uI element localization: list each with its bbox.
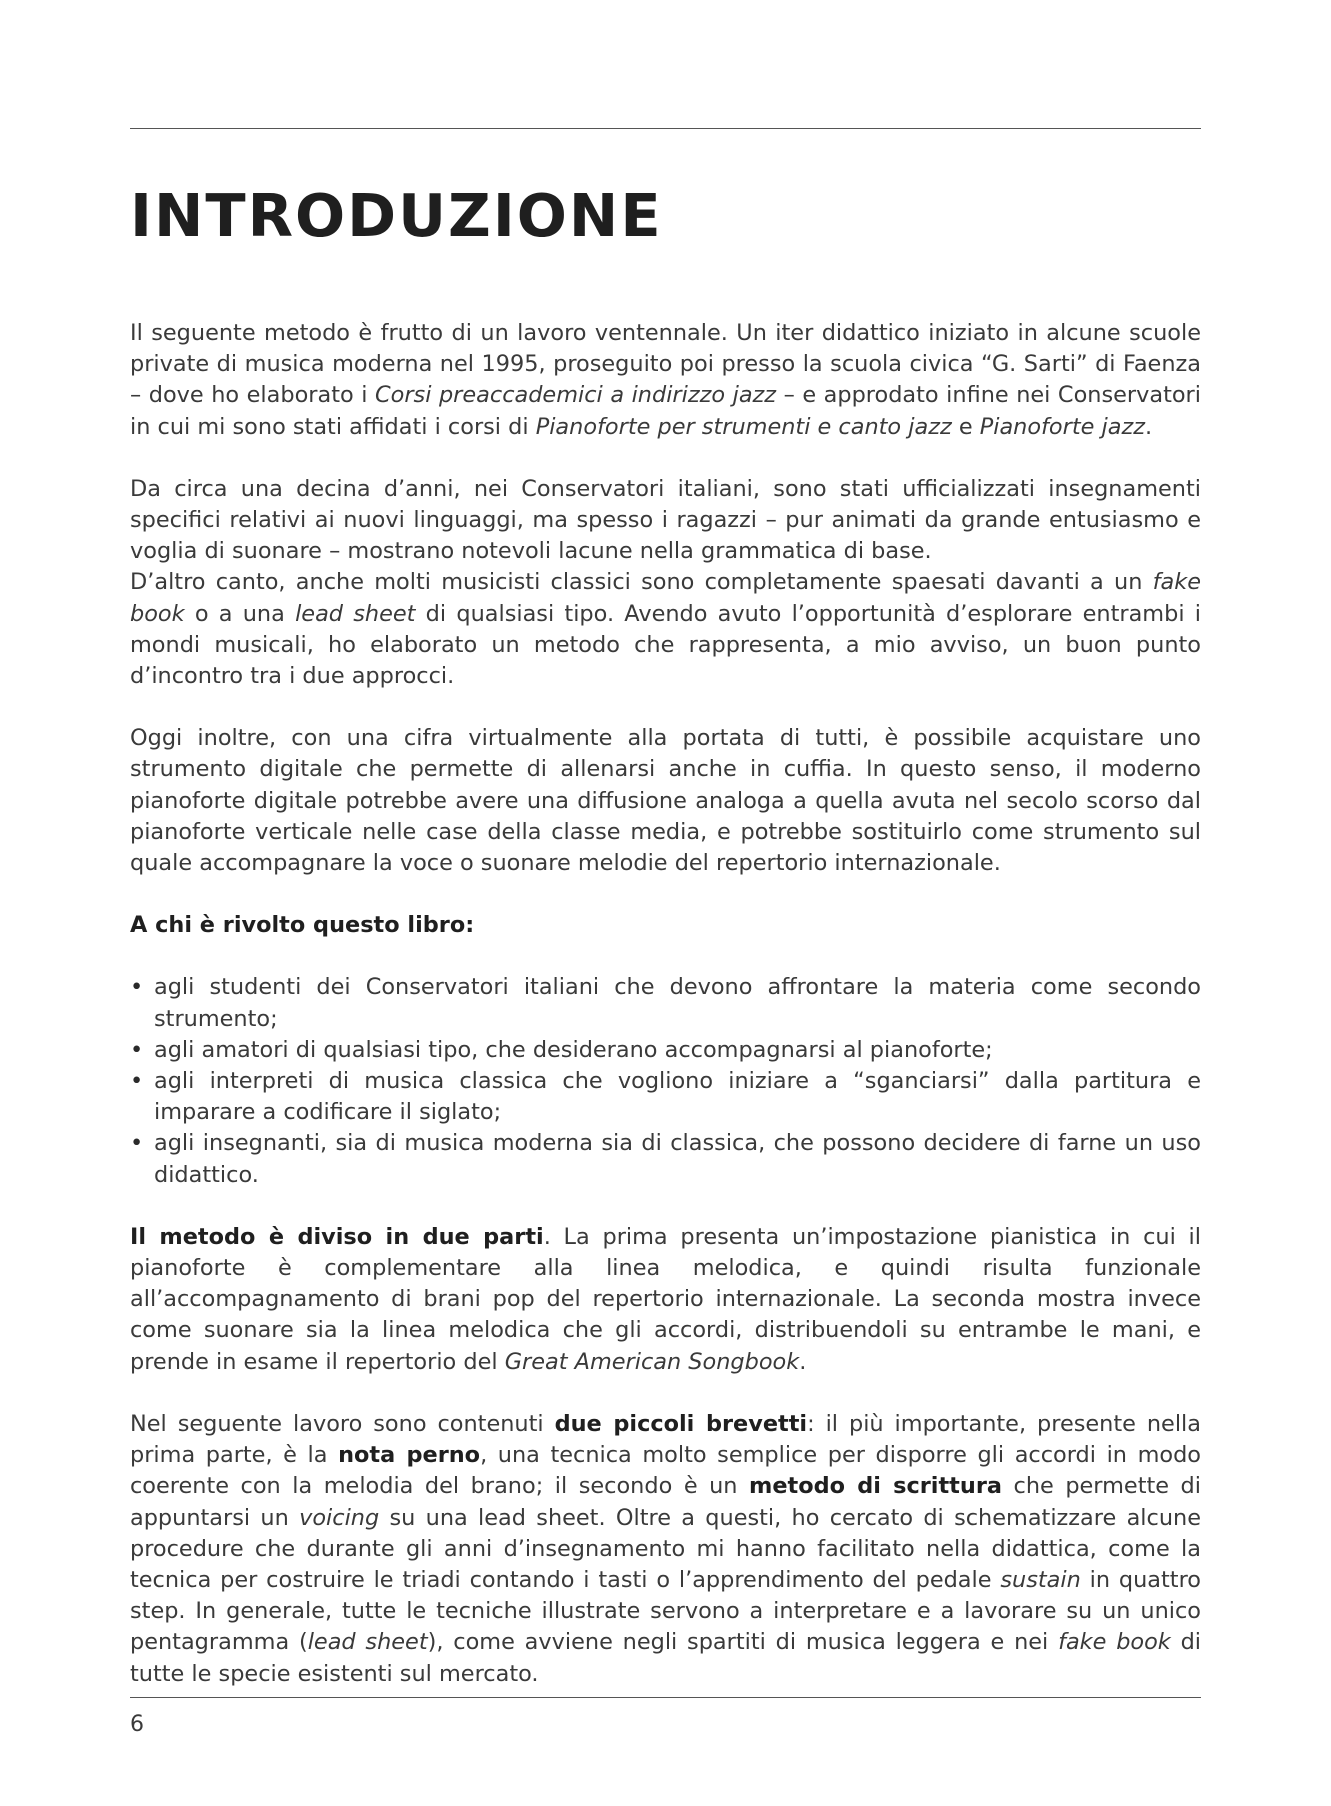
text-run: e (951, 413, 980, 440)
top-rule (130, 128, 1201, 129)
text-run: Da circa una decina d’anni, nei Conservatori italiani, sono stati ufficializzati insegnamenti specifici relativi ai nuovi linguaggi, ma spesso i ragazzi – pur animati da grande entusiasmo e voglia di suonare – mostrano notevoli lacune nella grammatica di base. (130, 475, 1201, 565)
italic-run: lead sheet (307, 1629, 428, 1656)
italic-run: fake book (1058, 1629, 1171, 1656)
italic-run: Corsi preaccademici a indirizzo jazz (375, 382, 777, 409)
italic-run: fake book (130, 569, 1201, 627)
italic-run: sustain (1000, 1566, 1081, 1593)
paragraph-2b (130, 567, 1201, 692)
bottom-rule (130, 1697, 1201, 1698)
bold-run: due piccoli brevetti (554, 1410, 808, 1437)
text-run: . (799, 1348, 807, 1375)
text-run: Il seguente metodo è frutto di un lavoro ventennale. Un iter didattico iniziato in alcune scuole private di musica moderna nel 1995, proseguito poi presso la scuola civica “G. Sarti” di Faenza – dove ho elaborato i (130, 320, 1201, 409)
bold-run: metodo di scrittura (749, 1473, 1002, 1500)
text-run: o a una (184, 600, 296, 627)
text-run: di tutte le specie esistenti sul mercato. (130, 1629, 1202, 1687)
text-run: su una lead sheet. Oltre a questi, ho cercato di schematizzare alcune procedure che durante gli anni d’insegnamento mi hanno facilitato nella didattica, come la tecnica per costruire le triadi contando i tasti o l’apprendimento del pedale (130, 1504, 1201, 1593)
italic-run: lead sheet (295, 600, 416, 627)
paragraph-3 (130, 723, 1201, 879)
paragraph-5 (130, 1409, 1201, 1690)
text-run: . La prima presenta un’impostazione pianistica in cui il pianoforte è complementare alla linea melodica, e quindi risulta funzionale all’accompagnamento di brani pop del repertorio internazionale. La seconda mostra invece come suonare sia la linea melodica che gli accordi, distribuendoli su entrambe le mani, e prende in esame il repertorio del (130, 1223, 1201, 1375)
audience-heading: A chi è rivolto questo libro: (130, 912, 475, 939)
page-number: 6 (130, 1712, 144, 1737)
text-run: Nel seguente lavoro sono contenuti (130, 1410, 555, 1437)
paragraph-1 (130, 318, 1201, 443)
audience-list (130, 972, 1201, 1190)
bold-run: Il metodo è diviso in due parti (130, 1223, 544, 1250)
bold-run: nota perno (338, 1442, 481, 1469)
paragraph-2a (130, 474, 1201, 568)
text-run: di qualsiasi tipo. Avendo avuto l’opportunità d’esplorare entrambi i mondi musicali, ho elaborato un metodo che rappresenta, a mio avviso, un buon punto d’incontro tra i due approcci. (130, 600, 1201, 690)
italic-run: Pianoforte jazz (979, 413, 1145, 440)
text-run: , una tecnica molto semplice per disporre gli accordi in modo coerente con la melodia del brano; il secondo è un (130, 1442, 1201, 1500)
list-item: • agli amatori di qualsiasi tipo, che desiderano accompagnarsi al pianoforte; (130, 1035, 1201, 1066)
text-run: – e approdato infine nei Conservatori in cui mi sono stati affidati i corsi di (130, 382, 1201, 440)
text-run: in quattro step. In generale, tutte le tecniche illustrate servono a interpretare e a lavorare su un unico pentagramma ( (130, 1566, 1201, 1656)
body-text (130, 318, 1201, 1721)
text-run: ), come avviene negli spartiti di musica leggera e nei (427, 1629, 1059, 1656)
text-run: D’altro canto, anche molti musicisti classici sono completamente spaesati davanti a un (130, 569, 1153, 596)
italic-run: Great American Songbook (504, 1348, 800, 1375)
text-run: . (1144, 413, 1153, 440)
text-run: : il più importante, presente nella prima parte, è la (130, 1410, 1201, 1469)
text-run: che permette di appuntarsi un (130, 1473, 1201, 1531)
page-title: INTRODUZIONE (130, 181, 663, 250)
paragraph-4 (130, 1222, 1201, 1378)
italic-run: voicing (299, 1504, 380, 1531)
italic-run: Pianoforte per strumenti e canto jazz (535, 413, 952, 440)
list-item: • agli studenti dei Conservatori italiani che devono affrontare la materia come secondo strumento; (130, 972, 1201, 1034)
text-run: Oggi inoltre, con una cifra virtualmente alla portata di tutti, è possibile acquistare uno strumento digitale che permette di allenarsi anche in cuffia. In questo senso, il moderno pianoforte digitale potrebbe avere una diffusione analoga a quella avuta nel secolo scorso dal pianoforte verticale nelle case della classe media, e potrebbe sostituirlo come strumento sul quale accompagnare la voce o suonare melodie del repertorio internazionale. (130, 725, 1201, 877)
list-item: • agli interpreti di musica classica che vogliono iniziare a “sganciarsi” dalla partitura e imparare a codificare il siglato; (130, 1066, 1201, 1128)
list-item: • agli insegnanti, sia di musica moderna sia di classica, che possono decidere di farne un uso didattico. (130, 1128, 1201, 1190)
